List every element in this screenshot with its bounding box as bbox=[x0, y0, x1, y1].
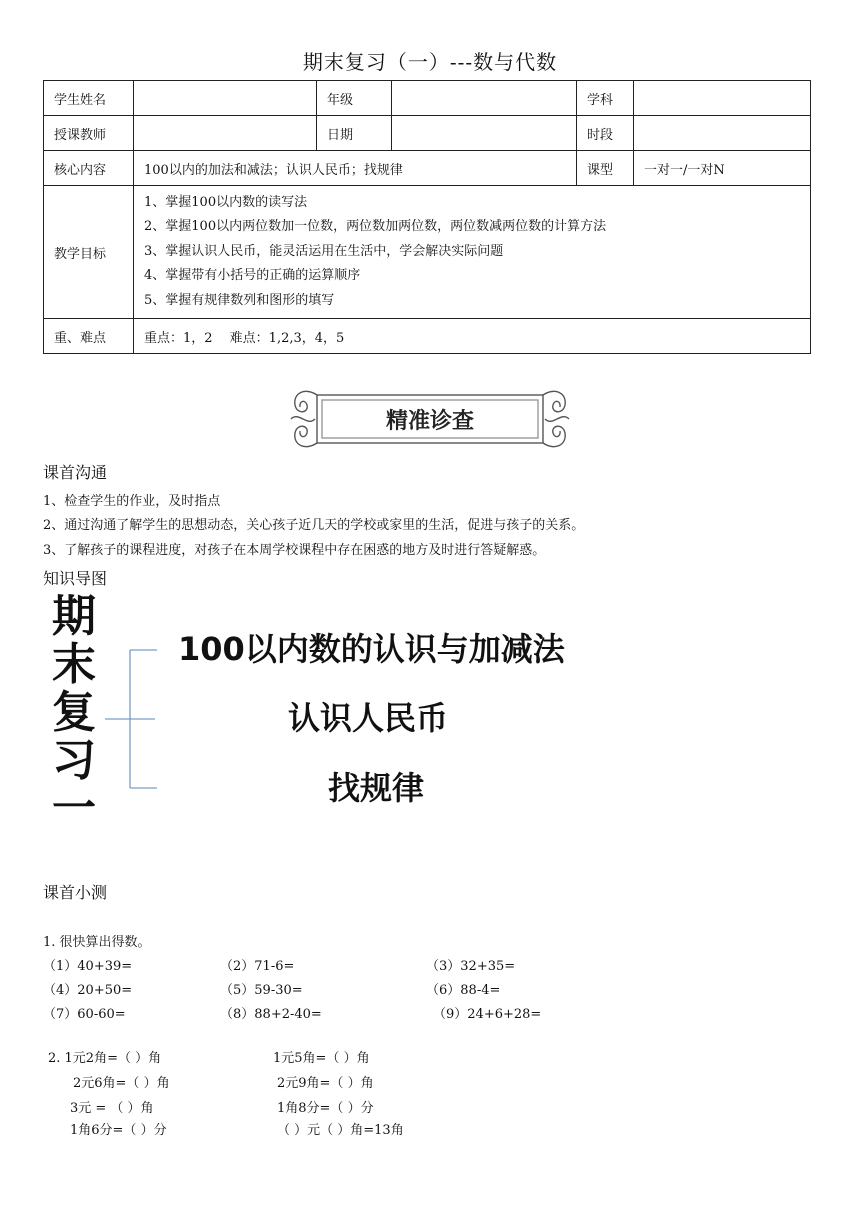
branch-label: 找规律 bbox=[328, 769, 425, 807]
period-value[interactable] bbox=[634, 116, 811, 151]
goal-item: 3、掌握认识人民币，能灵活运用在生活中，学会解决实际问题 bbox=[144, 243, 504, 259]
banner-text: 精准诊查 bbox=[385, 409, 475, 434]
q1-title: 1. 很快算出得数。 bbox=[43, 935, 151, 950]
mindmap-bracket-icon bbox=[105, 640, 165, 800]
root-char: 习 bbox=[52, 735, 96, 786]
grade-label: 年级 bbox=[317, 81, 392, 116]
branch-label: 100以内数的认识与加减法 bbox=[178, 630, 565, 668]
subject-label: 学科 bbox=[577, 81, 634, 116]
communicate-heading: 课首沟通 bbox=[43, 463, 108, 482]
q1-item: （7）60-60= bbox=[43, 1007, 126, 1022]
q1-item: （9）24+6+28= bbox=[433, 1007, 542, 1022]
core-label: 核心内容 bbox=[44, 151, 134, 186]
q1-item: （3）32+35= bbox=[426, 959, 516, 974]
root-char: 一 bbox=[52, 783, 96, 823]
q2-item: 2元6角=（ ）角 bbox=[73, 1076, 170, 1091]
goal-item: 5、掌握有规律数列和图形的填写 bbox=[144, 292, 335, 308]
goal-item: 1、掌握100以内数的读写法 bbox=[144, 194, 308, 210]
page-title: 期末复习（一）---数与代数 bbox=[302, 50, 558, 74]
core-value: 100以内的加法和减法；认识人民币；找规律 bbox=[134, 151, 577, 186]
period-label: 时段 bbox=[577, 116, 634, 151]
communicate-line: 1、检查学生的作业，及时指点 bbox=[43, 494, 221, 509]
root-char: 期 bbox=[52, 593, 96, 642]
type-label: 课型 bbox=[577, 151, 634, 186]
q1-item: （2）71-6= bbox=[220, 959, 295, 974]
quiz-heading: 课首小测 bbox=[43, 883, 108, 902]
q1-item: （8）88+2-40= bbox=[220, 1007, 322, 1022]
root-char: 末 bbox=[52, 639, 96, 690]
teacher-label: 授课教师 bbox=[44, 116, 134, 151]
communicate-line: 3、了解孩子的课程进度，对孩子在本周学校课程中存在困惑的地方及时进行答疑解惑。 bbox=[43, 543, 546, 558]
diagnosis-banner bbox=[287, 383, 573, 455]
goals-label: 教学目标 bbox=[44, 186, 134, 319]
q1-item: （1）40+39= bbox=[43, 959, 133, 974]
q2-item: 2元9角=（ ）角 bbox=[277, 1076, 374, 1091]
q2-item: 2. 1元2角=（ ）角 bbox=[48, 1051, 162, 1066]
subject-value[interactable] bbox=[634, 81, 811, 116]
goal-item: 4、掌握带有小括号的正确的运算顺序 bbox=[144, 268, 361, 284]
key-label: 重、难点 bbox=[44, 319, 134, 354]
student-value[interactable] bbox=[134, 81, 317, 116]
q1-item: （4）20+50= bbox=[43, 983, 133, 998]
ornament-frame-icon bbox=[287, 383, 573, 455]
teacher-value[interactable] bbox=[134, 116, 317, 151]
info-table bbox=[43, 80, 811, 354]
date-value[interactable] bbox=[392, 116, 577, 151]
q2-item: 1元5角=（ ）角 bbox=[273, 1051, 370, 1066]
q1-item: （6）88-4= bbox=[426, 983, 501, 998]
goals-list bbox=[134, 186, 811, 319]
mindmap-heading: 知识导图 bbox=[43, 569, 108, 588]
communicate-line: 2、通过沟通了解学生的思想动态，关心孩子近几天的学校或家里的生活，促进与孩子的关系。 bbox=[43, 518, 585, 533]
q2-item: 1角6分=（ ）分 bbox=[70, 1123, 167, 1138]
q1-item: （5）59-30= bbox=[220, 983, 303, 998]
student-label: 学生姓名 bbox=[44, 81, 134, 116]
type-value: 一对一/一对N bbox=[634, 151, 811, 186]
q2-item: 3元 = （ ）角 bbox=[70, 1101, 154, 1116]
root-char: 复 bbox=[52, 687, 96, 738]
date-label: 日期 bbox=[317, 116, 392, 151]
q2-item: 1角8分=（ ）分 bbox=[277, 1101, 374, 1116]
goal-item: 2、掌握100以内两位数加一位数，两位数加两位数，两位数减两位数的计算方法 bbox=[144, 219, 607, 235]
mindmap-root bbox=[44, 593, 104, 823]
branch-label: 认识人民币 bbox=[288, 699, 449, 737]
grade-value[interactable] bbox=[392, 81, 577, 116]
key-value: 重点：1，2 难点：1,2,3，4，5 bbox=[134, 319, 811, 354]
q2-item: （ ）元（ ）角=13角 bbox=[277, 1123, 404, 1138]
